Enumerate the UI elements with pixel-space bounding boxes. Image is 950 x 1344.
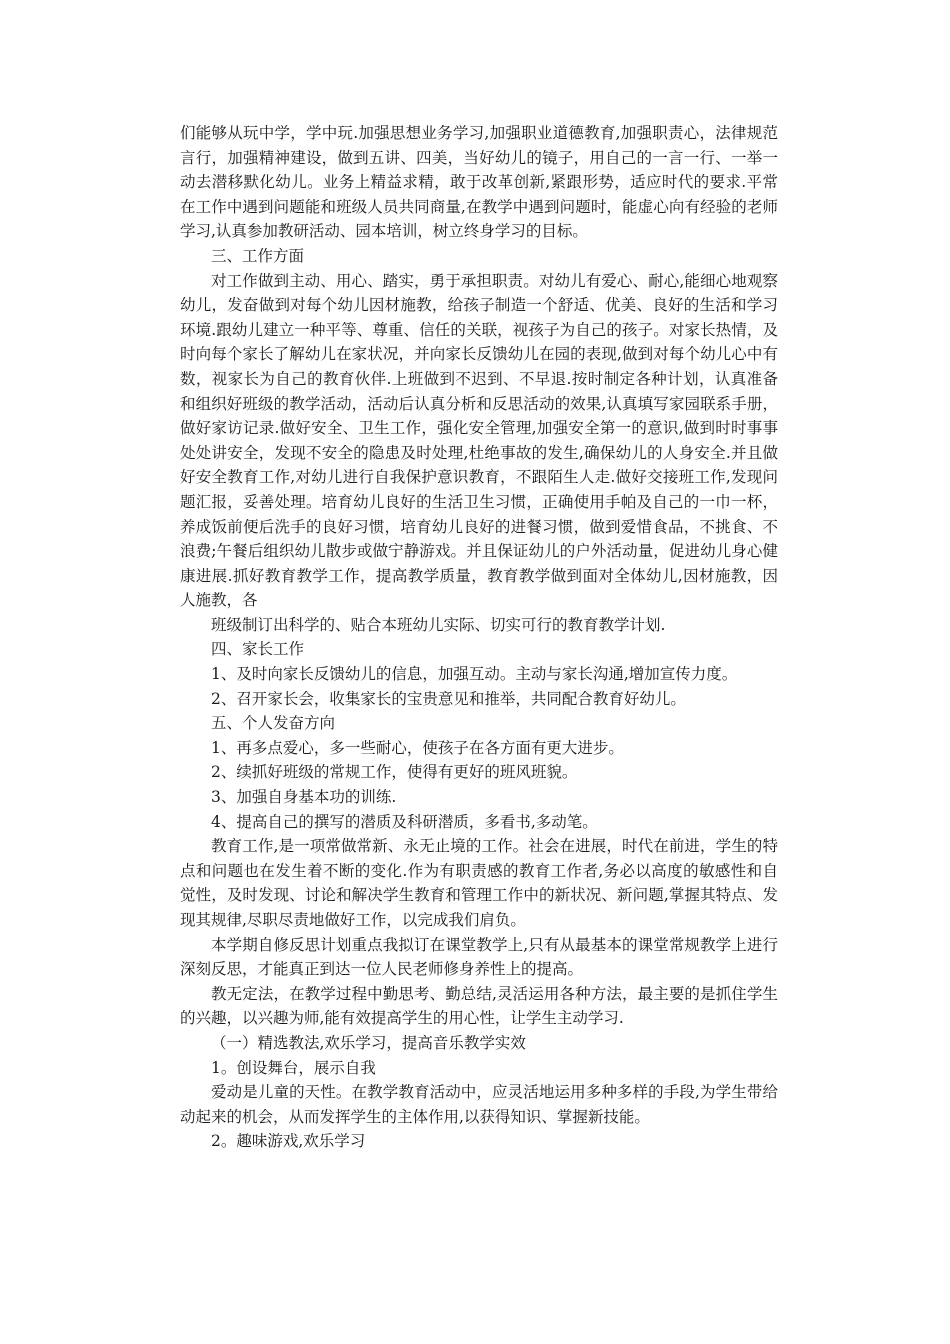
list-item: 2、召开家长会，收集家长的宝贵意见和推举，共同配合教育好幼儿。 bbox=[211, 689, 686, 708]
subsection-heading: （一）精选教法,欢乐学习，提高音乐教学实效 bbox=[211, 1033, 526, 1052]
paragraph-teaching-method: 教无定法，在教学过程中勤思考、勤总结,灵活运用各种方法，最主要的是抓住学生的兴趣，以兴趣为师,能有效提高学生的用心性，让学生主动学习. bbox=[180, 984, 778, 1028]
paragraph-work: 对工作做到主动、用心、踏实，勇于承担职责。对幼儿有爱心、耐心,能细心地观察幼儿，发奋做到对每个幼儿因材施教，给孩子制造一个舒适、优美、良好的生活和学习环境.跟幼儿建立一种平等、尊重、信任的关联，视孩子为自己的孩子。对家长热情，及时向每个家长了解幼儿在家状况，并向家长反馈幼儿在园的表现,做到对每个幼儿心中有数，视家长为自己的教育伙伴.上班做到不迟到、不早退.按时制定各种计划，认真准备和组织好班级的教学活动，活动后认真分析和反思活动的效果,认真填写家园联系手册，做好家访记录.做好安全、卫生工作，强化安全管理,加强安全第一的意识,做到时时事事处处讲安全，发现不安全的隐患及时处理,杜绝事故的发生,确保幼儿的人身安全.并且做好安全教育工作,对幼儿进行自我保护意识教育，不跟陌生人走.做好交接班工作,发现问题汇报，妥善处理。培育幼儿良好的生活卫生习惯，正确使用手帕及自己的一巾一杯，养成饭前便后洗手的良好习惯，培育幼儿良好的进餐习惯，做到爱惜食品，不挑食、不浪费;午餐后组织幼儿散步或做宁静游戏。并且保证幼儿的户外活动量，促进幼儿身心健康进展.抓好教育教学工作，提高教学质量，教育教学做到面对全体幼儿,因材施教，因人施教，各 bbox=[180, 271, 778, 610]
subsection-item-heading: 1。创设舞台，展示自我 bbox=[211, 1058, 376, 1077]
list-item: 1、及时向家长反馈幼儿的信息，加强互动。主动与家长沟通,增加宣传力度。 bbox=[211, 665, 738, 684]
section-heading-personal: 五、个人发奋方向 bbox=[211, 714, 336, 733]
paragraph-continuation: 们能够从玩中学，学中玩.加强思想业务学习,加强职业道德教育,加强职责心，法律规范言行，加强精神建设，做到五讲、四美，当好幼儿的镜子，用自己的一言一行、一举一动去潜移默化幼儿。业务上精益求精，敢于改革创新,紧跟形势，适应时代的要求.平常在工作中遇到问题能和班级人员共同商量,在教学中遇到问题时，能虚心向有经验的老师学习,认真参加教研活动、园本培训，树立终身学习的目标。 bbox=[180, 124, 778, 241]
list-item: 3、加强自身基本功的训练. bbox=[211, 788, 397, 807]
section-heading-parents: 四、家长工作 bbox=[211, 640, 305, 659]
list-item: 4、提高自己的撰写的潜质及科研潜质，多看书,多动笔。 bbox=[211, 812, 598, 831]
paragraph-activity: 爱动是儿童的天性。在教学教育活动中，应灵活地运用多种多样的手段,为学生带给动起来的机会，从而发挥学生的主体作用,以获得知识、掌握新技能。 bbox=[180, 1083, 778, 1126]
list-item: 2、续抓好班级的常规工作，使得有更好的班风班貌。 bbox=[211, 763, 578, 782]
section-heading-work: 三、工作方面 bbox=[211, 246, 305, 265]
paragraph-education-work: 教育工作,是一项常做常新、永无止境的工作。社会在进展，时代在前进，学生的特点和问题也在发生着不断的变化.作为有职责感的教育工作者,务必以高度的敏感性和自觉性，及时发现、讨论和解决学生教育和管理工作中的新状况、新问题,掌握其特点、发现其规律,尽职尽责地做好工作，以完成我们肩负。 bbox=[180, 837, 778, 929]
paragraph-reflection-plan: 本学期自修反思计划重点我拟订在课堂教学上,只有从最基本的课堂常规教学上进行深刻反思，才能真正到达一位人民老师修身养性上的提高。 bbox=[180, 935, 778, 979]
list-item: 1、再多点爱心，多一些耐心，使孩子在各方面有更大进步。 bbox=[211, 738, 624, 757]
subsection-item-heading: 2。趣味游戏,欢乐学习 bbox=[211, 1132, 366, 1151]
document-page bbox=[180, 121, 778, 1154]
paragraph-class-plan: 班级制订出科学的、贴合本班幼儿实际、切实可行的教育教学计划. bbox=[211, 615, 666, 634]
